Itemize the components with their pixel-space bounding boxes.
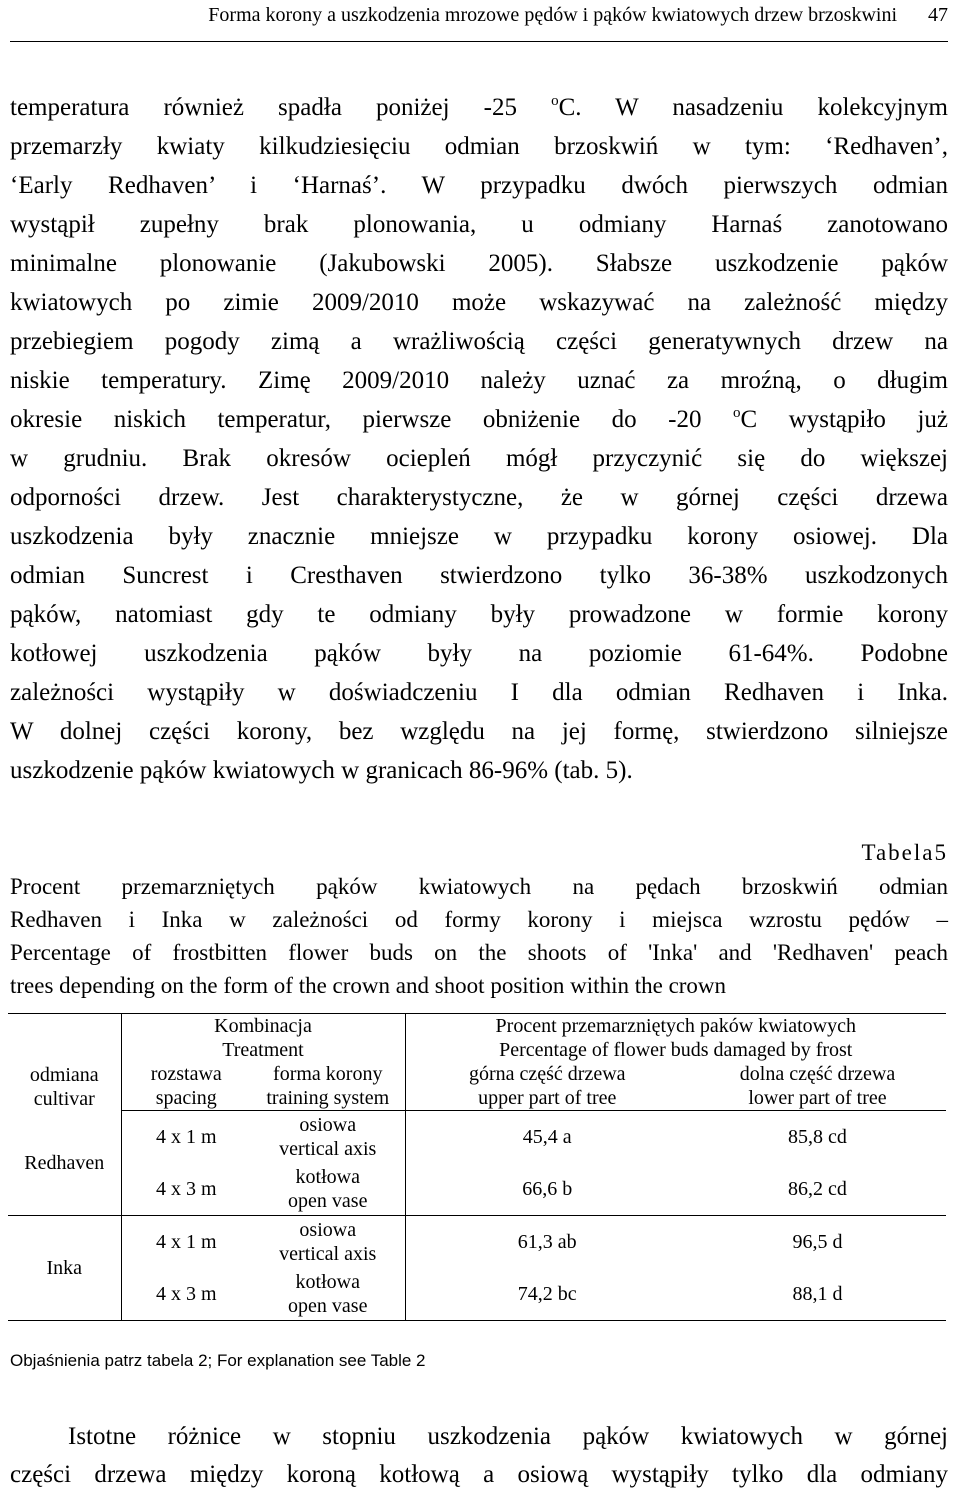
text-line: części drzewa między koroną kotłową a osiową wystąpiły tylko dla odmiany xyxy=(10,1461,948,1488)
header-odmiana: odmiana xyxy=(29,1063,99,1086)
page-number: 47 xyxy=(928,4,948,26)
text-line: kotłowej uszkodzenia pąków były na poziomie 61-64%. Podobne xyxy=(10,640,948,667)
text-line: temperatura również spadła poniżej -25 $^o$C. W nasadzeniu kolekcyjnym xyxy=(10,93,948,121)
header-rozstawa: rozstawa xyxy=(150,1063,222,1085)
form-pl: osiowa xyxy=(299,1114,357,1136)
caption-line: Procent przemarzniętych pąków kwiatowych na pędach brzoskwiń odmian xyxy=(10,874,948,899)
form-en: vertical axis xyxy=(279,1243,377,1265)
form-en: vertical axis xyxy=(279,1138,377,1160)
body-paragraph xyxy=(10,88,948,790)
text-line: wystąpił zupełny brak plonowania, u odmiany Harnaś zanotowano xyxy=(10,211,948,238)
cultivar-cell: Redhaven xyxy=(8,1111,121,1216)
running-title: Forma korony a uszkodzenia mrozowe pędów i pąków kwiatowych drzew brzoskwini xyxy=(208,4,897,26)
form-cell xyxy=(251,1268,405,1321)
lower-header-cell xyxy=(689,1062,946,1111)
text-line: uszkodzenia były znacznie mniejsze w przypadku korony osiowej. Dla xyxy=(10,523,948,550)
text-line: odporności drzew. Jest charakterystyczne, że w górnej części drzewa xyxy=(10,484,948,511)
header-procent-pl: Procent przemarzniętych paków kwiatowych xyxy=(495,1015,856,1037)
spacing-cell: 4 x 3 m xyxy=(121,1163,251,1216)
text-line: kwiatowych po zimie 2009/2010 może wskazywać na zależność między xyxy=(10,289,948,316)
percent-header-cell xyxy=(405,1014,946,1063)
spacing-header-cell xyxy=(121,1062,251,1111)
table-footnote: Objaśnienia patrz tabela 2; For explanation see Table 2 xyxy=(10,1351,426,1370)
header-cultivar: cultivar xyxy=(33,1087,95,1110)
upper-value-cell: 66,6 b xyxy=(405,1163,689,1216)
upper-value-cell: 45,4 a xyxy=(522,1126,572,1148)
form-pl: osiowa xyxy=(299,1219,357,1241)
header-dolna: dolna część drzewa xyxy=(739,1063,896,1085)
form-en: open vase xyxy=(288,1295,368,1317)
text-line: odmian Suncrest i Cresthaven stwierdzono tylko 36-38% uszkodzonych xyxy=(10,562,948,589)
upper-value-cell: 61,3 ab xyxy=(517,1231,577,1253)
header-treatment: Treatment xyxy=(222,1039,304,1061)
lower-value-cell: 85,8 cd xyxy=(788,1126,847,1148)
degree-mark: o xyxy=(551,93,559,109)
text-line: W dolnej części korony, bez względu na jej formę, stwierdzono silniejsze xyxy=(10,718,948,745)
text-line: ‘Early Redhaven’ i ‘Harnaś’. W przypadku dwóch pierwszych odmian xyxy=(10,172,948,199)
cultivar-cell: Inka xyxy=(8,1216,121,1321)
text-line: przemarzły kwiaty kilkudziesięciu odmian brzoskwiń w tym: ‘Redhaven’, xyxy=(10,133,948,160)
text-line: pąków, natomiast gdy te odmiany były prowadzone w formie korony xyxy=(10,601,948,628)
degree-mark: o xyxy=(733,405,741,421)
header-gorna: górna część drzewa xyxy=(468,1063,626,1085)
header-rule xyxy=(10,41,948,42)
spacing-cell: 4 x 1 m xyxy=(155,1126,217,1148)
header-lower: lower part of tree xyxy=(748,1087,887,1109)
treatment-header-cell xyxy=(121,1014,405,1063)
text-line: niskie temperatury. Zimę 2009/2010 należy uznać za mroźną, o długim xyxy=(10,367,948,394)
caption-line: trees depending on the form of the crown and shoot position within the crown xyxy=(10,973,727,998)
text-line: okresie niskich temperatur, pierwsze obniżenie do -20 $^o$C wystąpiło już xyxy=(10,405,948,433)
header-upper: upper part of tree xyxy=(478,1087,617,1109)
text-line: w grudniu. Brak okresów ociepleń mógł przyczynić się do większej xyxy=(10,445,948,472)
header-kombinacja: Kombinacja xyxy=(214,1015,312,1037)
upper-value-cell: 74,2 bc xyxy=(405,1268,689,1321)
following-paragraph xyxy=(10,1418,948,1494)
text-line: uszkodzenie pąków kwiatowych w granicach 86-96% (tab. 5). xyxy=(10,757,633,784)
cultivar-header-cell xyxy=(8,1014,121,1111)
form-pl: kotłowa xyxy=(295,1166,360,1188)
lower-value-cell: 86,2 cd xyxy=(689,1163,946,1216)
form-en: open vase xyxy=(288,1190,368,1212)
header-procent-en: Percentage of flower buds damaged by frost xyxy=(499,1039,853,1061)
running-header xyxy=(62,2,948,28)
text-line: przebiegiem pogody zimą a wrażliwością części generatywnych drzew na xyxy=(10,328,948,355)
results-table xyxy=(8,1013,946,1321)
lower-value-cell: 88,1 d xyxy=(689,1268,946,1321)
table-label: Tabela5 xyxy=(861,840,948,865)
text-line: minimalne plonowanie (Jakubowski 2005). Słabsze uszkodzenie pąków xyxy=(10,250,948,277)
spacing-cell: 4 x 3 m xyxy=(121,1268,251,1321)
caption-line: Redhaven i Inka w zależności od formy korony i miejsca wzrostu pędów – xyxy=(10,907,948,932)
form-header-cell xyxy=(251,1062,405,1111)
header-training: training system xyxy=(266,1087,390,1109)
form-cell xyxy=(251,1163,405,1216)
upper-header-cell xyxy=(405,1062,689,1111)
form-cell xyxy=(251,1216,405,1269)
header-spacing: spacing xyxy=(155,1087,217,1109)
spacing-cell: 4 x 1 m xyxy=(155,1231,217,1253)
lower-value-cell: 96,5 d xyxy=(792,1231,843,1253)
form-cell xyxy=(251,1111,405,1164)
text-line: Istotne różnice w stopniu uszkodzenia pąków kwiatowych w górnej xyxy=(68,1423,948,1450)
form-pl: kotłowa xyxy=(295,1271,360,1293)
caption-line: Percentage of frostbitten flower buds on the shoots of 'Inka' and 'Redhaven' peach xyxy=(10,940,948,965)
table-caption xyxy=(10,870,948,1002)
text-line: zależności wystąpiły w doświadczeniu I dla odmian Redhaven i Inka. xyxy=(10,679,948,706)
header-forma: forma korony xyxy=(273,1063,383,1085)
